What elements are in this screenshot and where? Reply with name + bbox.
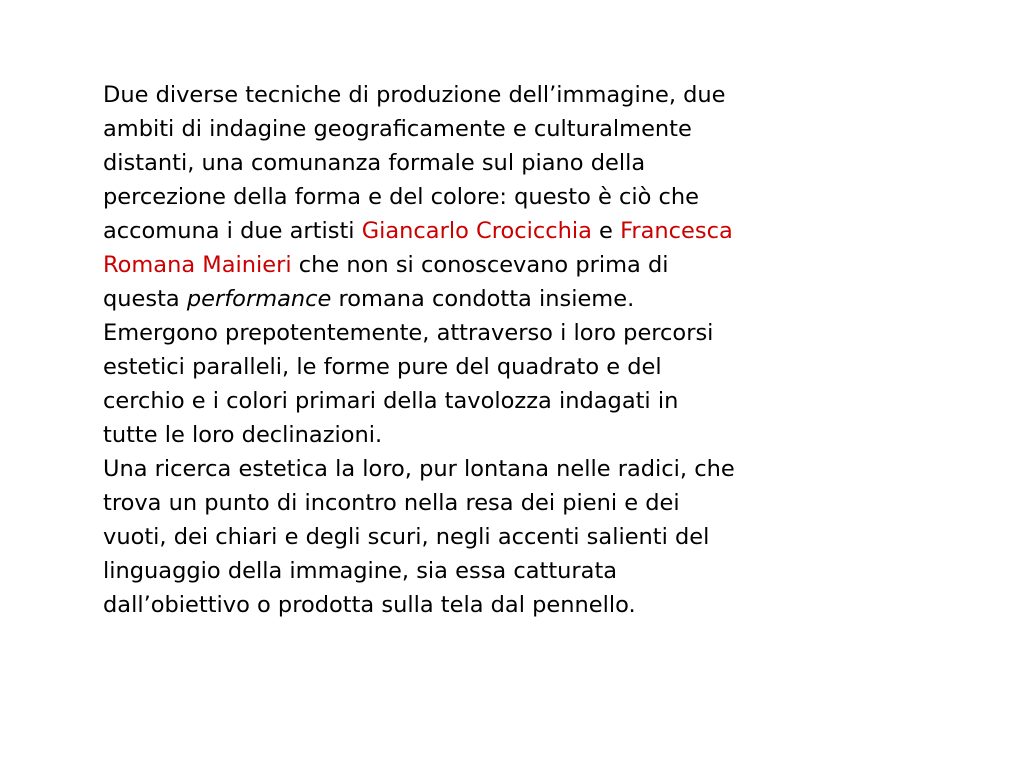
text-segment: estetici paralleli, le forme pure del quadrato e del: [103, 354, 662, 380]
text-segment: distanti, una comunanza formale sul piano della: [103, 150, 646, 176]
paragraph-research: [103, 452, 923, 622]
text-segment: dall’obiettivo o prodotta sulla tela dal pennello.: [103, 592, 636, 618]
text-line: [103, 520, 923, 554]
text-line: [103, 146, 923, 180]
text-line: [103, 418, 923, 452]
text-line: [103, 248, 923, 282]
artist-name-giancarlo: Giancarlo Crocicchia: [361, 218, 592, 244]
text-line: [103, 452, 923, 486]
text-line: [103, 350, 923, 384]
italic-term-performance: performance: [186, 286, 332, 312]
text-segment: linguaggio della immagine, sia essa catturata: [103, 558, 618, 584]
text-segment: e: [591, 218, 621, 244]
text-line: [103, 214, 923, 248]
text-segment: questa: [103, 286, 187, 312]
text-line: [103, 588, 923, 622]
text-segment: cerchio e i colori primari della tavolozza indagati in: [103, 388, 679, 414]
text-segment: Una ricerca estetica la loro, pur lontana nelle radici, che: [103, 456, 735, 482]
text-line: [103, 384, 923, 418]
paragraph-intro: [103, 78, 923, 452]
artist-name-francesca-part1: Francesca: [620, 218, 733, 244]
text-segment: che non si conoscevano prima di: [291, 252, 669, 278]
text-line: [103, 316, 923, 350]
artist-name-francesca-part2: Romana Mainieri: [103, 252, 292, 278]
text-segment: Emergono prepotentemente, attraverso i loro percorsi: [103, 320, 714, 346]
text-line: [103, 486, 923, 520]
text-segment: trova un punto di incontro nella resa dei pieni e dei: [103, 490, 680, 516]
text-block: [103, 78, 923, 622]
text-segment: accomuna i due artisti: [103, 218, 362, 244]
text-line: [103, 112, 923, 146]
text-line: [103, 78, 923, 112]
text-segment: Due diverse tecniche di produzione dell’immagine, due: [103, 82, 726, 108]
text-line: [103, 282, 923, 316]
text-line: [103, 554, 923, 588]
text-segment: vuoti, dei chiari e degli scuri, negli accenti salienti del: [103, 524, 710, 550]
text-segment: romana condotta insieme.: [331, 286, 635, 312]
text-segment: ambiti di indagine geograficamente e culturalmente: [103, 116, 692, 142]
text-segment: tutte le loro declinazioni.: [103, 422, 383, 448]
text-line: [103, 180, 923, 214]
text-segment: percezione della forma e del colore: questo è ciò che: [103, 184, 700, 210]
